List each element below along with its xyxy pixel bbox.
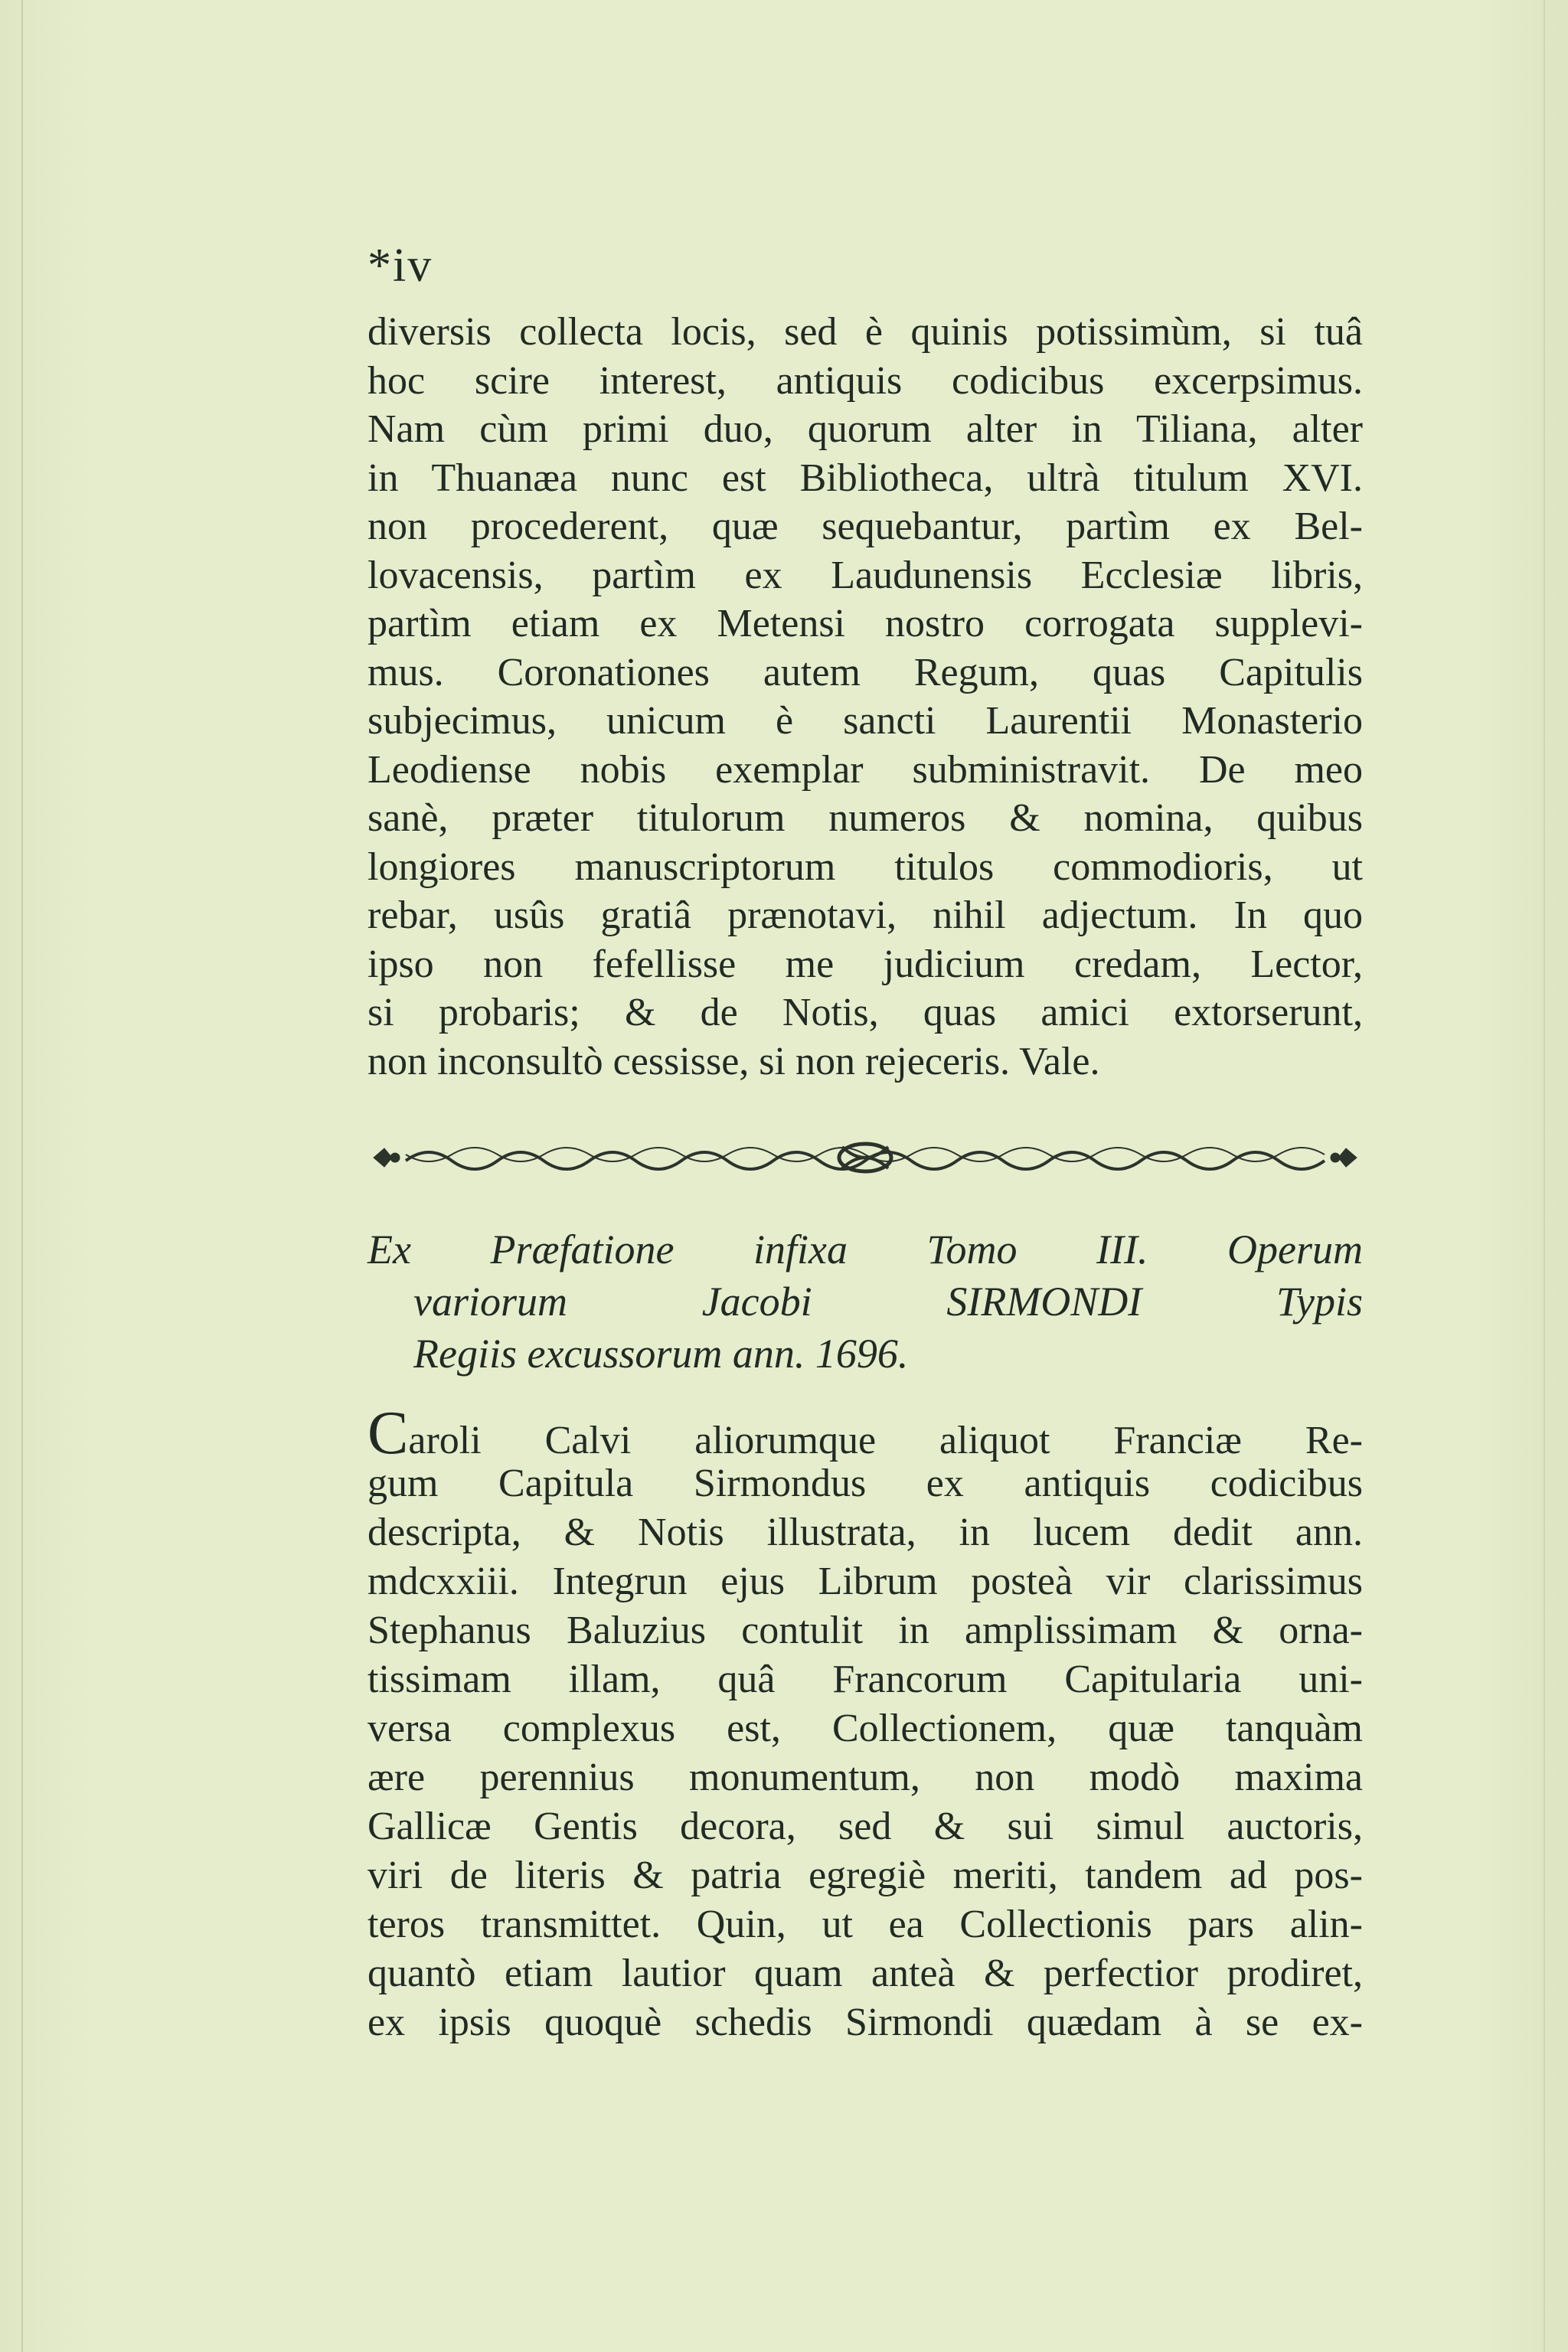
paragraph-preface-end bbox=[368, 308, 1363, 1086]
section-heading bbox=[368, 1223, 1363, 1380]
text-line: versa complexus est, Collectionem, quæ tanquàm bbox=[368, 1707, 1363, 1750]
text-line-first bbox=[368, 1400, 1363, 1467]
page-left-edge bbox=[21, 0, 23, 2352]
page-folio: *iv bbox=[368, 240, 433, 292]
text-line: lovacensis, partìm ex Laudunensis Ecclesiæ libris, bbox=[368, 553, 1363, 597]
drop-capital: C bbox=[368, 1400, 409, 1467]
text-line: Gallicæ Gentis decora, sed & sui simul auctoris, bbox=[368, 1805, 1363, 1848]
text-line: non inconsultò cessisse, si non rejeceris. Vale. bbox=[368, 1039, 1100, 1083]
text-line: descripta, & Notis illustrata, in lucem dedit ann. bbox=[368, 1511, 1363, 1554]
text-line: subjecimus, unicum è sancti Laurentii Monasterio bbox=[368, 699, 1363, 743]
text-line: ære perennius monumentum, non modò maxima bbox=[368, 1756, 1363, 1799]
text-line: sanè, præter titulorum numeros & nomina, quibus bbox=[368, 796, 1363, 840]
text-line: diversis collecta locis, sed è quinis potissimùm, si tuâ bbox=[368, 310, 1363, 354]
text-line: Nam cùm primi duo, quorum alter in Tiliana, alter bbox=[368, 407, 1363, 451]
text-line: Stephanus Baluzius contulit in amplissimam & orna- bbox=[368, 1609, 1363, 1652]
heading-line: Ex Præfatione infixa Tomo III. Operum bbox=[368, 1227, 1363, 1272]
text-line: quantò etiam lautior quam anteà & perfectior prodiret, bbox=[368, 1952, 1363, 1995]
heading-line: variorum Jacobi SIRMONDI Typis bbox=[413, 1279, 1363, 1325]
text-line: Leodiense nobis exemplar subministravit. De meo bbox=[368, 747, 1363, 792]
text-line: longiores manuscriptorum titulos commodioris, ut bbox=[368, 844, 1363, 889]
text-line: ipso non fefellisse me judicium credam, Lector, bbox=[368, 942, 1363, 986]
text-line: non procederent, quæ sequebantur, partìm ex Bel- bbox=[368, 505, 1363, 548]
text-line: aroli Calvi aliorumque aliquot Franciæ Re- bbox=[408, 1419, 1363, 1462]
text-line: mdcxxiii. Integrun ejus Librum posteà vir clarissimus bbox=[368, 1560, 1363, 1603]
text-line: mus. Coronationes autem Regum, quas Capitulis bbox=[368, 650, 1363, 694]
text-line: hoc scire interest, antiquis codicibus excerpsimus. bbox=[368, 358, 1363, 403]
text-line: ex ipsis quoquè schedis Sirmondi quædam à se ex- bbox=[368, 2001, 1363, 2044]
text-line: teros transmittet. Quin, ut ea Collectionis pars alin- bbox=[368, 1903, 1363, 1946]
heading-line: Regiis excussorum ann. 1696. bbox=[413, 1331, 909, 1377]
ornamental-rule-icon bbox=[368, 1138, 1363, 1178]
text-line: rebar, usûs gratiâ prænotavi, nihil adjectum. In quo bbox=[368, 893, 1363, 937]
text-line: partìm etiam ex Metensi nostro corrogata supplevi- bbox=[368, 602, 1363, 645]
text-line: gum Capitula Sirmondus ex antiquis codicibus bbox=[368, 1462, 1363, 1505]
text-line: tissimam illam, quâ Francorum Capitularia uni- bbox=[368, 1658, 1363, 1701]
text-line: si probaris; & de Notis, quas amici extorserunt, bbox=[368, 991, 1363, 1034]
text-line: in Thuanæa nunc est Bibliotheca, ultrà titulum XVI. bbox=[368, 456, 1363, 500]
paragraph-sirmondus bbox=[368, 1400, 1363, 2047]
page-right-edge bbox=[1544, 0, 1545, 2352]
text-line: viri de literis & patria egregiè meriti, tandem ad pos- bbox=[368, 1854, 1363, 1897]
